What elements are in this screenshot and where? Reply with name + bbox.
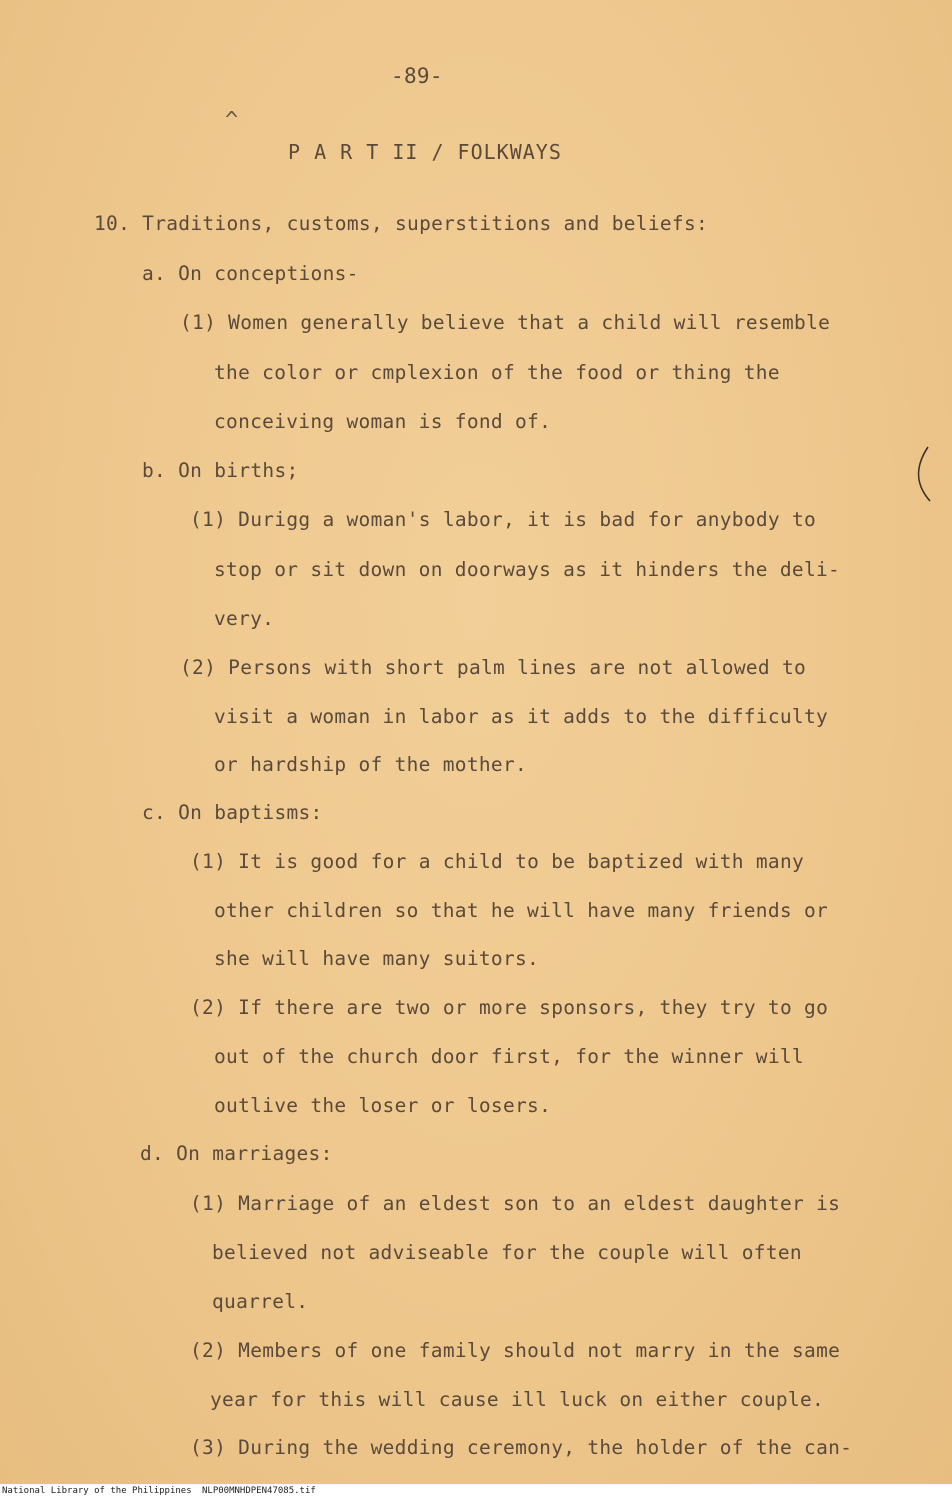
text-line: (2) Members of one family should not marry in the same (190, 1339, 841, 1362)
scan-footer (0, 1484, 952, 1500)
text-line: year for this will cause ill luck on either couple. (210, 1388, 825, 1411)
text-line: (1) Women generally believe that a child will resemble (180, 311, 831, 334)
text-line: (1) It is good for a child to be baptized with many (190, 850, 805, 873)
footer-library: National Library of the Philippines (2, 1486, 192, 1496)
text-line: or hardship of the mother. (214, 753, 528, 776)
text-line: out of the church door first, for the winner will (214, 1045, 804, 1068)
section-heading: 10. Traditions, customs, superstitions and beliefs: (94, 212, 709, 235)
text-line: (3) During the wedding ceremony, the holder of the can- (190, 1436, 853, 1459)
text-line: (2) If there are two or more sponsors, they try to go (190, 996, 829, 1019)
subsection-heading: c. On baptisms: (142, 801, 323, 824)
text-line: the color or cmplexion of the food or thing the (214, 361, 780, 384)
subsection-heading: d. On marriages: (140, 1142, 333, 1165)
margin-bracket-mark (908, 445, 938, 505)
text-line: quarrel. (212, 1290, 309, 1313)
footer-file-id: NLP00MNHDPEN47085.tif (202, 1486, 316, 1496)
text-line: very. (214, 607, 275, 630)
subsection-heading: b. On births; (142, 459, 299, 482)
text-line: (2) Persons with short palm lines are not allowed to (180, 656, 807, 679)
text-line: she will have many suitors. (214, 947, 540, 970)
text-line: other children so that he will have many friends or (214, 899, 829, 922)
page-number: -89- (391, 64, 443, 88)
subsection-heading: a. On conceptions- (142, 262, 359, 285)
text-line: visit a woman in labor as it adds to the difficulty (214, 705, 829, 728)
text-line: stop or sit down on doorways as it hinders the deli- (214, 558, 841, 581)
text-line: (1) Marriage of an eldest son to an eldest daughter is (190, 1192, 841, 1215)
text-line: outlive the loser or losers. (214, 1094, 552, 1117)
part-title: P A R T II / FOLKWAYS (288, 140, 562, 164)
text-line: conceiving woman is fond of. (214, 410, 552, 433)
text-line: believed not adviseable for the couple will often (212, 1241, 802, 1264)
insert-mark: ^ (225, 108, 239, 133)
text-line: (1) Durigg a woman's labor, it is bad for anybody to (190, 508, 817, 531)
